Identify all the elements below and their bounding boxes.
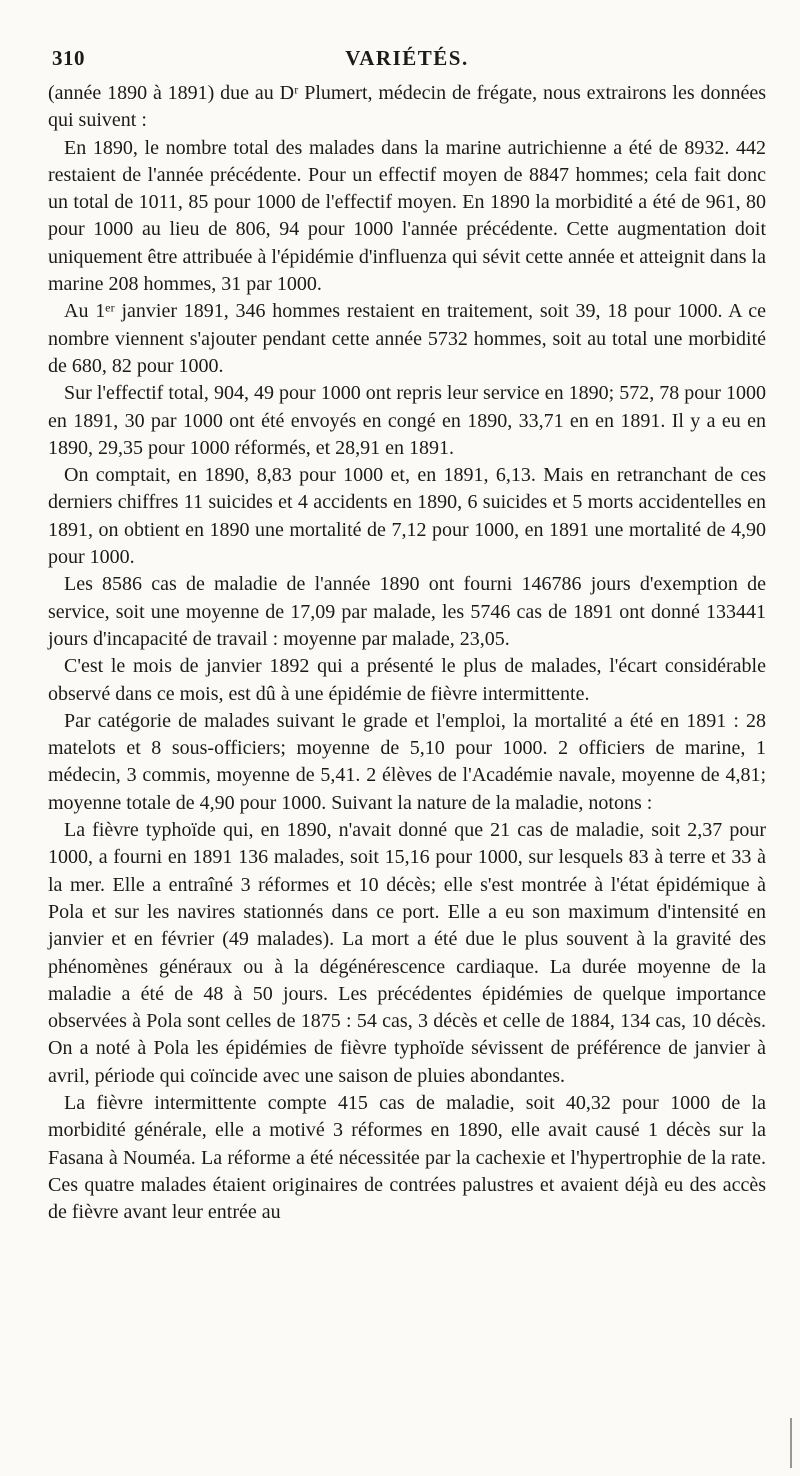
paragraph-exemption-days: Les 8586 cas de maladie de l'année 1890 ont fourni 146786 jours d'exemption de service, soit une moyenne de 17,09 par malade, les 5746 cas de 1891 ont donné 133441 jours d'incapacité de travail : moyenne par malade, 23,05. — [48, 573, 766, 650]
body-text — [48, 80, 766, 1226]
document-page — [48, 40, 766, 1226]
running-title: VARIÉTÉS. — [345, 46, 469, 70]
running-head — [48, 40, 766, 80]
paragraph-january-1892: C'est le mois de janvier 1892 qui a présenté le plus de malades, l'écart considérable observé dans ce mois, est dû à une épidémie de fièvre intermittente. — [48, 655, 766, 705]
paragraph-mortality: On comptait, en 1890, 8,83 pour 1000 et, en 1891, 6,13. Mais en retranchant de ces derniers chiffres 11 suicides et 4 accidents en 1890, 6 suicides et 5 morts accidentelles en 1891, on obtient en 1890 une mortalité de 7,12 pour 1000, en 1891 une mortalité de 4,90 pour 1000. — [48, 464, 766, 569]
paragraph-category-mortality: Par catégorie de malades suivant le grade et l'emploi, la mortalité a été en 1891 : 28 matelots et 8 sous-officiers; moyenne de 5,10 pour 1000. 2 officiers de marine, 1 médecin, 3 commis, moyenne de 5,41. 2 élèves de l'Académie navale, moyenne de 4,81; moyenne totale de 4,90 pour 1000. Suivant la nature de la maladie, notons : — [48, 709, 766, 814]
paragraph-effectif-total: Sur l'effectif total, 904, 49 pour 1000 ont repris leur service en 1890; 572, 78 pour 1000 en 1891, 30 par 1000 ont été envoyés en congé en 1890, 33,71 en en 1891. Il y a eu en 1890, 29,35 pour 1000 réformés, et 28,91 en 1891. — [48, 382, 766, 459]
paragraph-continuation: (année 1890 à 1891) due au Dʳ Plumert, médecin de frégate, nous extrairons les données qui suivent : — [48, 82, 766, 132]
page-number: 310 — [52, 46, 85, 70]
paragraph-morbidity-1890: En 1890, le nombre total des malades dans la marine autrichienne a été de 8932. 442 restaient de l'année précédente. Pour un effectif moyen de 8847 hommes; cela fait donc un total de 1011, 85 pour 1000 de l'effectif moyen. En 1890 la morbidité a été de 961, 80 pour 1000 au lieu de 806, 94 pour 1000 l'année précédente. Cette augmentation doit uniquement être attribuée à l'épidémie d'influenza qui sévit cette année et atteignit dans la marine 208 hommes, 31 par 1000. — [48, 136, 766, 296]
paragraph-january-1891: Au 1ᵉʳ janvier 1891, 346 hommes restaient en traitement, soit 39, 18 pour 1000. A ce nombre viennent s'ajouter pendant cette année 5732 hommes, soit au total une morbidité de 680, 82 pour 1000. — [48, 300, 766, 377]
paragraph-intermittent-fever: La fièvre intermittente compte 415 cas de maladie, soit 40,32 pour 1000 de la morbidité générale, elle a motivé 3 réformes en 1890, elle avait causé 1 décès sur la Fasana à Nouméa. La réforme a été nécessitée par la cachexie et l'hypertrophie de la rate. Ces quatre malades étaient originaires de contrées palustres et avaient déjà eu des accès de fièvre avant leur entrée au — [48, 1091, 766, 1224]
paragraph-typhoid-fever: La fièvre typhoïde qui, en 1890, n'avait donné que 21 cas de maladie, soit 2,37 pour 1000, a fourni en 1891 136 malades, soit 15,16 pour 1000, sur lesquels 83 à terre et 33 à la mer. Elle a entraîné 3 réformes et 10 décès; elle s'est montrée à l'état épidémique à Pola et sur les navires stationnés dans ce port. Elle a eu son maximum d'intensité en janvier et en février (49 malades). La mort a été due le plus souvent à la gravité des phénomènes généraux ou à la dégénérescence cardiaque. La durée moyenne de la maladie a été de 48 à 50 jours. Les précédentes épidémies de quelque importance observées à Pola sont celles de 1875 : 54 cas, 3 décès et celle de 1884, 134 cas, 10 décès. On a noté à Pola les épidémies de fièvre typhoïde sévissent de préférence de janvier à avril, période qui coïncide avec une saison de pluies abondantes. — [48, 819, 766, 1087]
page-edge-mark — [790, 1418, 792, 1468]
